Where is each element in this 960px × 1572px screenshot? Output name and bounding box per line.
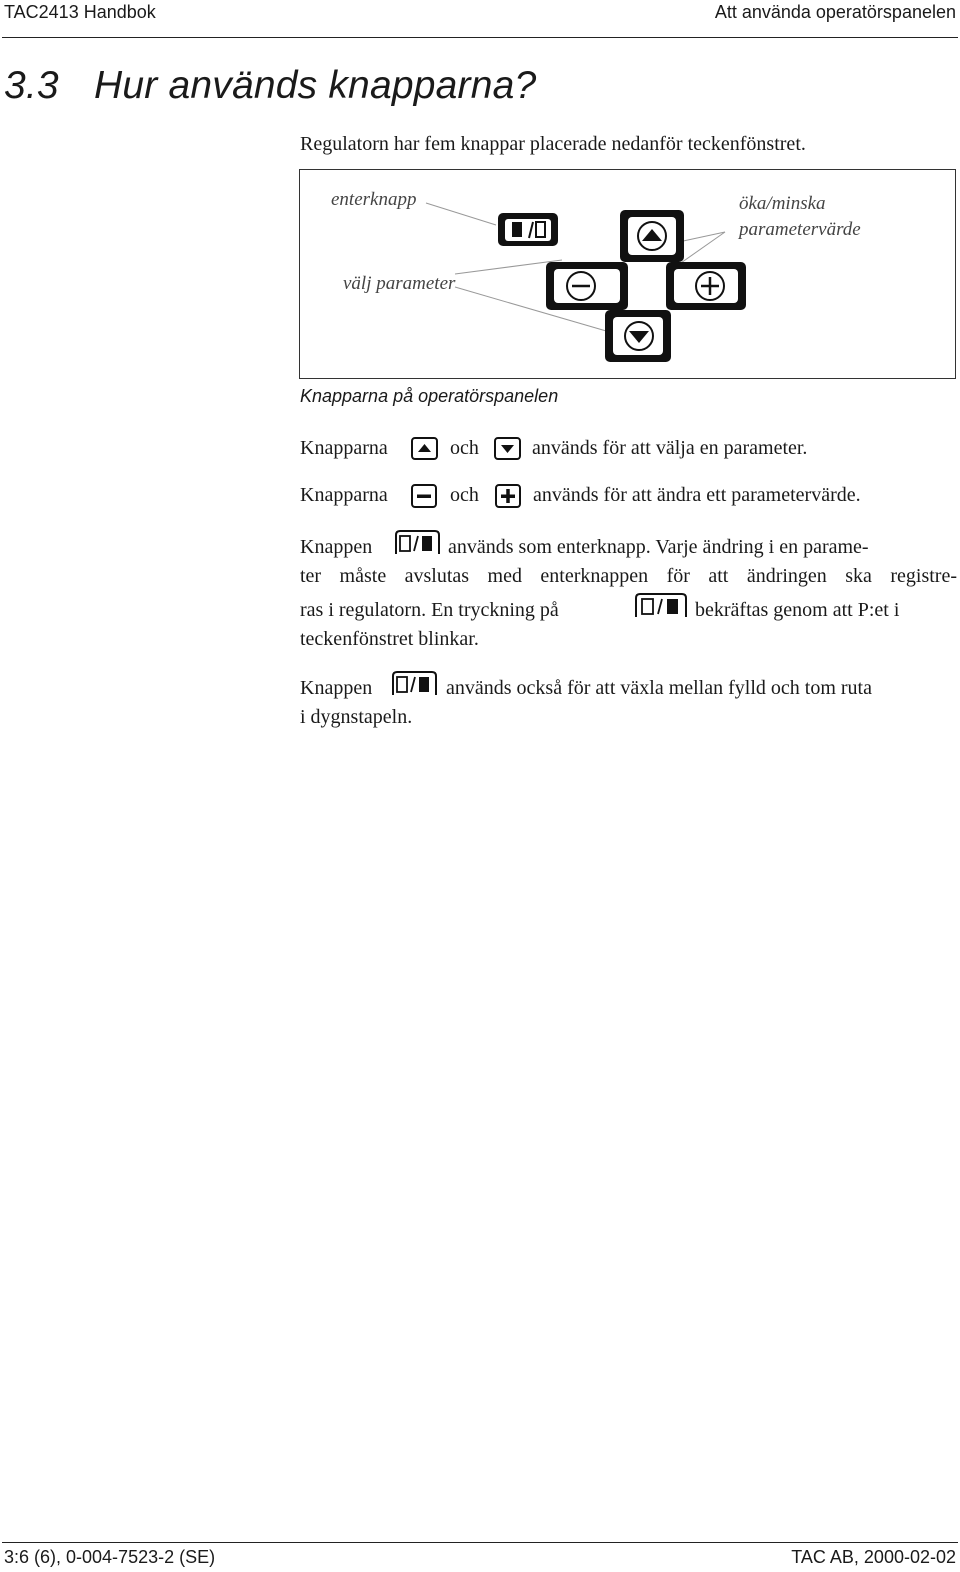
- toggle-para-lead: Knappen: [300, 677, 373, 699]
- down-arrow-key-icon: [494, 437, 521, 460]
- enter-para-line3-end: bekräftas genom att P:et i: [695, 599, 900, 621]
- enter-para-line2: ter måste avslutas med enterknappen för att ändringen ska registre-: [300, 565, 957, 587]
- enter-para-line3-start: ras i regulatorn. En tryckning på: [300, 599, 559, 621]
- footer-rule: [2, 1542, 958, 1543]
- minus-key-icon: [411, 484, 437, 508]
- plus-key-icon: [495, 484, 521, 508]
- header-document-title: TAC2413 Handbok: [4, 2, 156, 22]
- enter-para-lead: Knappen: [300, 536, 373, 558]
- enter-key-icon: [635, 593, 687, 621]
- select-keys-description: används för att välja en parameter.: [532, 437, 808, 459]
- section-number: 3.3: [4, 64, 59, 107]
- section-heading: [4, 64, 536, 108]
- enter-key-graphic: [498, 213, 558, 246]
- minus-key-graphic: [546, 262, 628, 310]
- figure-caption: Knapparna på operatörspanelen: [300, 386, 559, 406]
- toggle-para-line2: i dygnstapeln.: [300, 706, 413, 728]
- intro-text: Regulatorn har fem knappar placerade nedanför teckenfönstret.: [300, 133, 806, 155]
- select-keys-and: och: [450, 437, 479, 459]
- down-key-graphic: [605, 310, 671, 362]
- enter-para-line1-text: används som enterknapp. Varje ändring i en parame-: [448, 536, 869, 558]
- adjust-keys-lead: Knapparna: [300, 484, 388, 506]
- plus-key-graphic: [666, 262, 746, 310]
- header-rule: [2, 37, 958, 38]
- page-header: [0, 0, 960, 40]
- adjust-keys-description: används för att ändra ett parametervärde.: [533, 484, 861, 506]
- up-key-graphic: [620, 210, 684, 262]
- up-arrow-key-icon: [411, 437, 438, 460]
- header-chapter-title: Att använda operatörspanelen: [714, 2, 956, 22]
- label-enter-key: enterknapp: [331, 189, 417, 210]
- button-diagram: [299, 169, 956, 379]
- adjust-keys-and: och: [450, 484, 479, 506]
- toggle-para-line1-text: används också för att växla mellan fylld och tom ruta: [446, 677, 872, 699]
- enter-para-line4: teckenfönstret blinkar.: [300, 628, 479, 650]
- label-select-parameter: välj parameter: [343, 273, 456, 294]
- footer-publisher-date: TAC AB, 2000-02-02: [791, 1547, 956, 1567]
- enter-key-icon: [392, 671, 437, 699]
- label-adjust-line2: parametervärde: [739, 219, 861, 240]
- footer-page-reference: 3:6 (6), 0-004-7523-2 (SE): [4, 1547, 216, 1567]
- enter-key-icon: [395, 530, 440, 558]
- select-keys-lead: Knapparna: [300, 437, 388, 459]
- label-adjust-line1: öka/minska: [739, 193, 826, 214]
- page-footer: [0, 1538, 960, 1572]
- section-title: Hur används knapparna?: [94, 64, 537, 107]
